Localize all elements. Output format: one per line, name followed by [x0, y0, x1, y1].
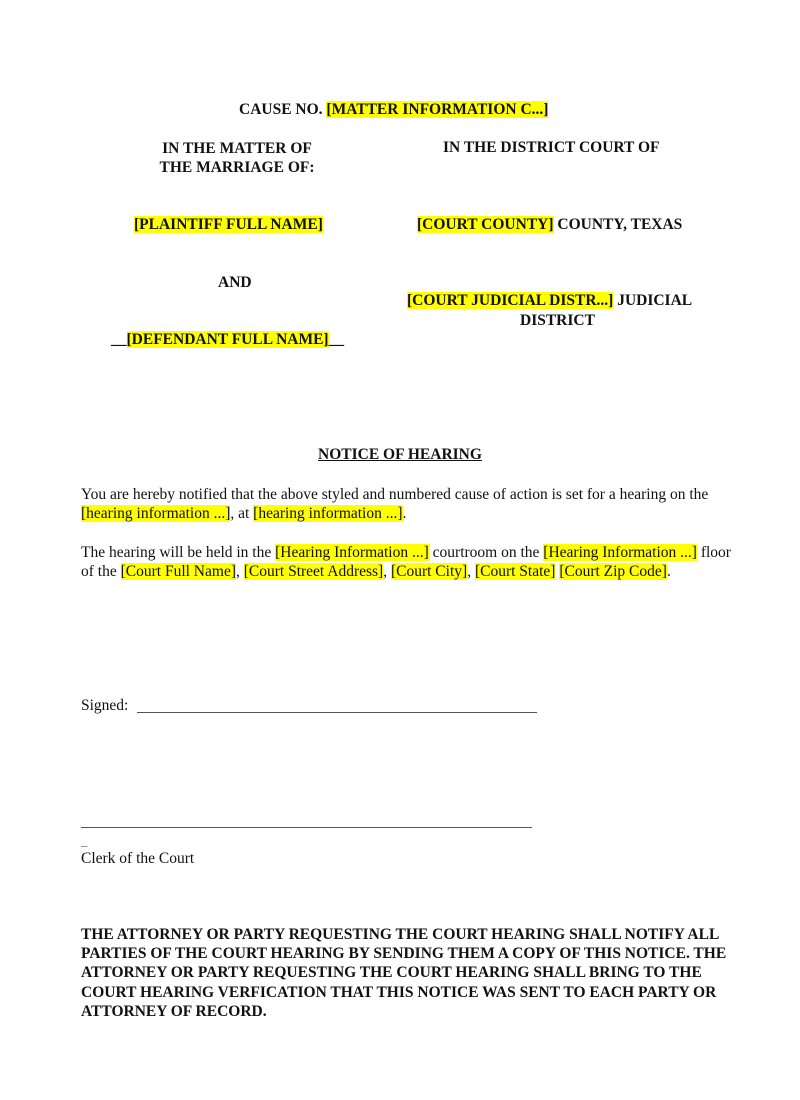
court-state-field[interactable]: [Court State] [474, 563, 556, 580]
paragraph1-text: , at [230, 505, 254, 522]
court-zip-code-field[interactable]: [Court Zip Code] [559, 563, 667, 580]
judicial-suffix: JUDICIAL [613, 292, 693, 309]
caption-left-heading [130, 139, 344, 177]
cause-number [239, 101, 548, 119]
cause-label: CAUSE NO. [239, 101, 323, 118]
plaintiff-line [134, 216, 323, 234]
plaintiff-name-field[interactable]: [PLAINTIFF FULL NAME] [134, 216, 323, 233]
signed-label: Signed: [81, 697, 129, 714]
paragraph1-text: You are hereby notified that the above styled and numbered cause of action is set for a hearing on the [81, 486, 709, 503]
separator: , [467, 563, 475, 580]
notice-requirement-warning: THE ATTORNEY OR PARTY REQUESTING THE COURT HEARING SHALL NOTIFY ALL PARTIES OF THE COURT HEARING BY SENDING THEM A COPY OF THIS NOTICE. THE ATTORNEY OR PARTY REQUESTING THE COURT HEARING SHALL BRING TO THE COURT HEARING VERFICATION THAT THIS NOTICE WAS SENT TO EACH PARTY OR ATTORNEY OF RECORD. [81, 926, 727, 1020]
court-city-field[interactable]: [Court City] [390, 563, 468, 580]
defendant-prefix: __ [111, 331, 127, 348]
district-court-heading: IN THE DISTRICT COURT OF [443, 139, 660, 156]
hearing-time-field[interactable]: [hearing information ...] [253, 505, 403, 522]
court-full-name-field[interactable]: [Court Full Name] [120, 563, 236, 580]
clerk-underscore: _ [81, 833, 88, 848]
court-judicial-district-field[interactable]: [COURT JUDICIAL DISTR...] [407, 292, 614, 309]
and-label: AND [218, 274, 252, 291]
judicial-district-line [407, 292, 692, 310]
in-the-matter-of: IN THE MATTER OF [162, 140, 312, 157]
paragraph2-text: courtroom on the [428, 544, 544, 561]
defendant-line [111, 331, 344, 349]
court-county-field[interactable]: [COURT COUNTY] [417, 216, 554, 233]
document-title: NOTICE OF HEARING [318, 446, 482, 463]
county-suffix: COUNTY, TEXAS [553, 216, 683, 233]
defendant-suffix: __ [328, 331, 345, 348]
hearing-courtroom-field[interactable]: [Hearing Information ...] [275, 544, 429, 561]
paragraph1-text: . [402, 505, 407, 522]
paragraph2-text: floor of the [81, 544, 731, 580]
signature-line[interactable] [137, 712, 537, 713]
separator: , [235, 563, 244, 580]
defendant-name-field[interactable]: [DEFENDANT FULL NAME] [126, 331, 329, 348]
paragraph2-text: The hearing will be held in the [81, 544, 276, 561]
paragraph2-text: . [666, 563, 671, 580]
district-label: DISTRICT [520, 312, 595, 329]
the-marriage-of: THE MARRIAGE OF: [159, 159, 315, 176]
clerk-signature-line[interactable] [81, 827, 532, 828]
cause-number-field[interactable]: [MATTER INFORMATION C...] [326, 101, 549, 118]
clerk-of-the-court-label: Clerk of the Court [81, 850, 195, 867]
separator: , [383, 563, 391, 580]
county-line [417, 216, 682, 234]
hearing-floor-field[interactable]: [Hearing Information ...] [543, 544, 697, 561]
hearing-date-field[interactable]: [hearing information ...] [81, 505, 231, 522]
court-street-address-field[interactable]: [Court Street Address] [243, 563, 384, 580]
hearing-location-paragraph [81, 543, 741, 581]
hearing-notice-paragraph [81, 485, 741, 523]
